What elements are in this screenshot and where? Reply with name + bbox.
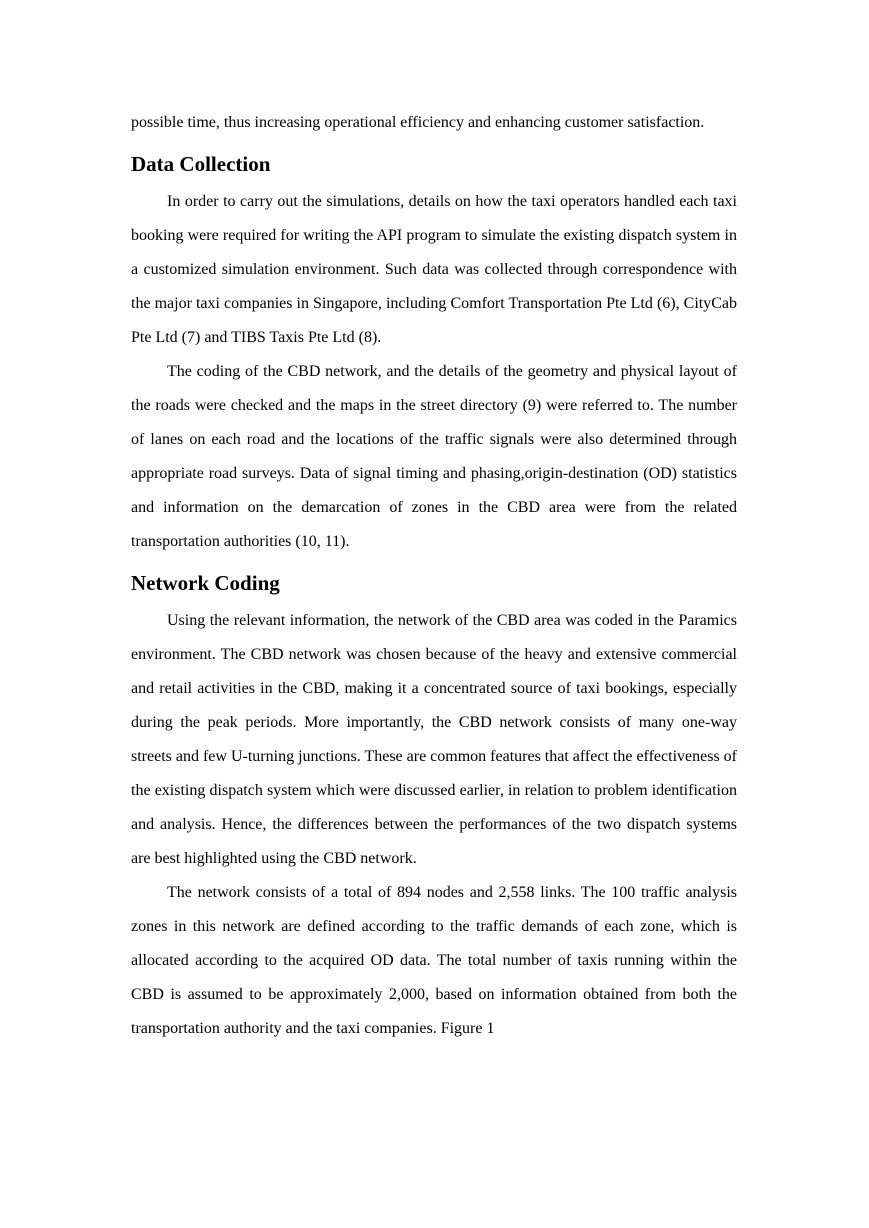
paragraph-data-collection-1: In order to carry out the simulations, details on how the taxi operators handled each taxi booking were required for writing the API program to simulate the existing dispatch system in a customized simulation environment. Such data was collected through correspondence with the major taxi companies in Singapore, including Comfort Transportation Pte Ltd (6), CityCab Pte Ltd (7) and TIBS Taxis Pte Ltd (8). [131, 193, 737, 346]
paragraph-data-collection-2: The coding of the CBD network, and the details of the geometry and physical layout of the roads were checked and the maps in the street directory (9) were referred to. The number of lanes on each road and the locations of the traffic signals were also determined through appropriate road surveys. Data of signal timing and phasing,origin-destination (OD) statistics and information on the demarcation of zones in the CBD area were from the related transportation authorities (10, 11). [131, 363, 737, 550]
paragraph-network-coding-2: The network consists of a total of 894 nodes and 2,558 links. The 100 traffic analysis zones in this network are defined according to the traffic demands of each zone, which is allocated according to the acquired OD data. The total number of taxis running within the CBD is assumed to be approximately 2,000, based on information obtained from both the transportation authority and the taxi companies. Figure 1 [131, 884, 737, 1037]
paragraph-network-coding-1: Using the relevant information, the network of the CBD area was coded in the Paramics environment. The CBD network was chosen because of the heavy and extensive commercial and retail activities in the CBD, making it a concentrated source of taxi bookings, especially during the peak periods. More importantly, the CBD network consists of many one-way streets and few U-turning junctions. These are common features that affect the effectiveness of the existing dispatch system which were discussed earlier, in relation to problem identification and analysis. Hence, the differences between the performances of the two dispatch systems are best highlighted using the CBD network. [131, 612, 737, 867]
document-page [131, 106, 737, 1046]
paragraph-continuation: possible time, thus increasing operational efficiency and enhancing customer satisfaction. [131, 114, 705, 131]
section-heading-data-collection: Data Collection [131, 152, 271, 176]
section-heading-network-coding: Network Coding [131, 571, 280, 595]
